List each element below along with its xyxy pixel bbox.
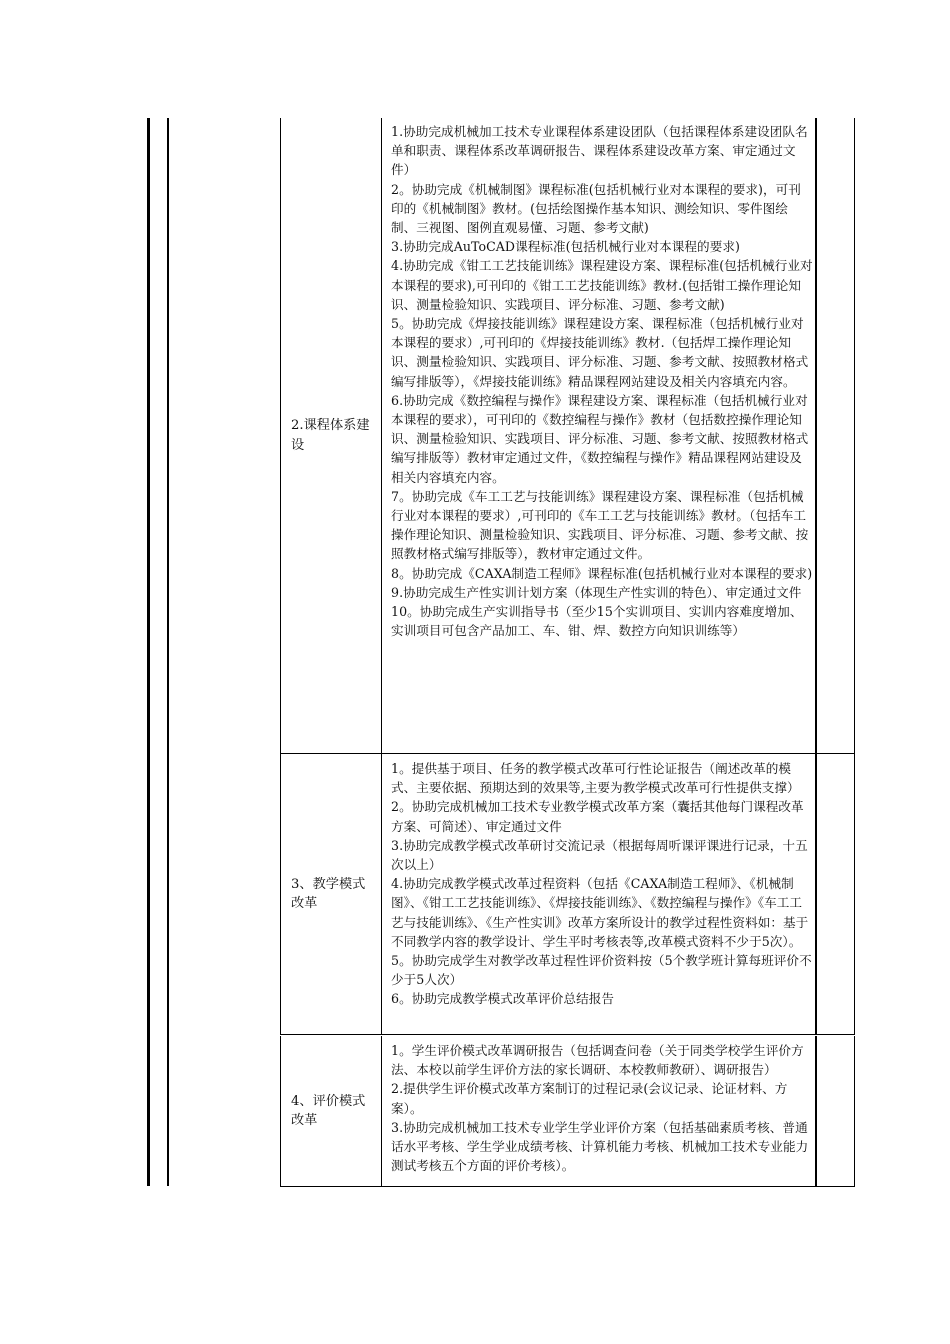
row-empty-cell xyxy=(817,1036,855,1186)
list-item: 8。协助完成《CAXA制造工程师》课程标准(包括机械行业对本课程的要求) xyxy=(391,565,813,581)
list-item: 2。协助完成《机械制图》课程标准(包括机械行业对本课程的要求)，可刊印的《机械制图》教材。(包括绘图操作基本知识、测绘知识、零件图绘制、三视图、图例直观易懂、习题、参考文献) xyxy=(391,181,801,236)
table-bottom-border xyxy=(280,1186,855,1187)
list-item: 5。协助完成《焊接技能训练》课程建设方案、课程标准（包括机械行业对本课程的要求）,可刊印的《焊接技能训练》教材.（包括焊工操作理论知识、测量检验知识、实践项目、评分标准、习题、参考文献、按照教材格式编写排版等），《焊接技能训练》精品课程网站建设及相关内容填充内容。 xyxy=(391,316,809,389)
list-item: 6.协助完成《数控编程与操作》课程建设方案、课程标准（包括机械行业对本课程的要求），可刊印的《数控编程与操作》教材（包括数控操作理论知识、测量检验知识、实践项目、评分标准、习题、参考文献、按照教材格式编写排版等）教材审定通过文件，《数控编程与操作》精品课程网站建设及相关内容填充内容。 xyxy=(391,392,809,485)
list-item: 3.协助完成机械加工技术专业学生学业评价方案（包括基础素质考核、普通话水平考核、学生学业成绩考核、计算机能力考核、机械加工技术专业能力测试考核五个方面的评价考核）。 xyxy=(391,1119,809,1174)
list-item: 1.协助完成机械加工技术专业课程体系建设团队（包括课程体系建设团队名单和职责、课程体系改革调研报告、课程体系建设改革方案、审定通过文件） xyxy=(391,124,808,178)
row-empty-cell xyxy=(817,754,855,1034)
list-item: 10。协助完成生产实训指导书（至少15个实训项目、实训内容难度增加、实训项目可包含产品加工、车、钳、焊、数控方向知识训练等） xyxy=(391,604,803,639)
list-item: 1。学生评价模式改革调研报告（包括调查问卷（关于同类学校学生评价方法、本校以前学生评价方法的家长调研、本校教师教研）、调研报告） xyxy=(391,1043,804,1078)
list-item: 2。协助完成机械加工技术专业教学模式改革方案（囊括其他每门课程改革方案、可简述）、审定通过文件 xyxy=(391,799,804,834)
left-double-rule xyxy=(147,118,150,1186)
row-content xyxy=(381,118,817,753)
left-inner-rule xyxy=(167,118,169,1186)
row-label: 4、评价模式改革 xyxy=(280,1036,381,1186)
row-content xyxy=(381,1036,817,1186)
table-row-curriculum-system xyxy=(280,118,855,753)
table-row-teaching-mode-reform xyxy=(280,754,855,1034)
list-item: 4.协助完成《钳工工艺技能训练》课程建设方案、课程标准(包括机械行业对本课程的要求),可刊印的《钳工工艺技能训练》教材.(包括钳工操作理论知识、测量检验知识、实践项目、评分标准、习题、参考文献) xyxy=(391,258,813,312)
row-label: 2.课程体系建设 xyxy=(280,118,381,753)
row-divider xyxy=(280,1034,855,1035)
row-content xyxy=(381,754,817,1034)
row-label: 3、教学模式改革 xyxy=(280,754,381,1034)
list-item: 9.协助完成生产性实训计划方案（体现生产性实训的特色）、审定通过文件 xyxy=(391,584,802,600)
row-empty-cell xyxy=(817,118,855,753)
list-item: 3.协助完成教学模式改革研讨交流记录（根据每周听课评课进行记录，十五次以上） xyxy=(391,837,808,873)
list-item: 3.协助完成AuToCAD课程标准(包括机械行业对本课程的要求) xyxy=(391,239,740,255)
list-item: 7。协助完成《车工工艺与技能训练》课程建设方案、课程标准（包括机械行业对本课程的要求）,可刊印的《车工工艺与技能训练》教材。（包括车工操作理论知识、测量检验知识、实践项目、评分标准、习题、参考文献、按照教材格式编写排版等），教材审定通过文件。 xyxy=(391,488,809,562)
list-item: 1。提供基于项目、任务的教学模式改革可行性论证报告（阐述改革的模式、主要依据、预期达到的效果等,主要为教学模式改革可行性提供支撑） xyxy=(391,761,800,796)
list-item: 4.协助完成教学模式改革过程资料（包括《CAXA制造工程师》、《机械制图》、《钳工工艺技能训练》、《焊接技能训练》、《数控编程与操作》《车工工艺与技能训练》、《生产性实训》改革方案所设计的教学过程性资料如：基于不同教学内容的教学设计、学生平时考核表等,改革模式资料不少于5次）。 xyxy=(391,876,809,949)
list-item: 2.提供学生评价模式改革方案制订的过程记录(会议记录、论证材料、方案）。 xyxy=(391,1081,788,1116)
table-row-evaluation-mode-reform xyxy=(280,1036,855,1186)
list-item: 6。协助完成教学模式改革评价总结报告 xyxy=(391,991,615,1007)
list-item: 5。协助完成学生对教学改革过程性评价资料按（5个教学班计算每班评价不少于5人次） xyxy=(391,953,812,988)
